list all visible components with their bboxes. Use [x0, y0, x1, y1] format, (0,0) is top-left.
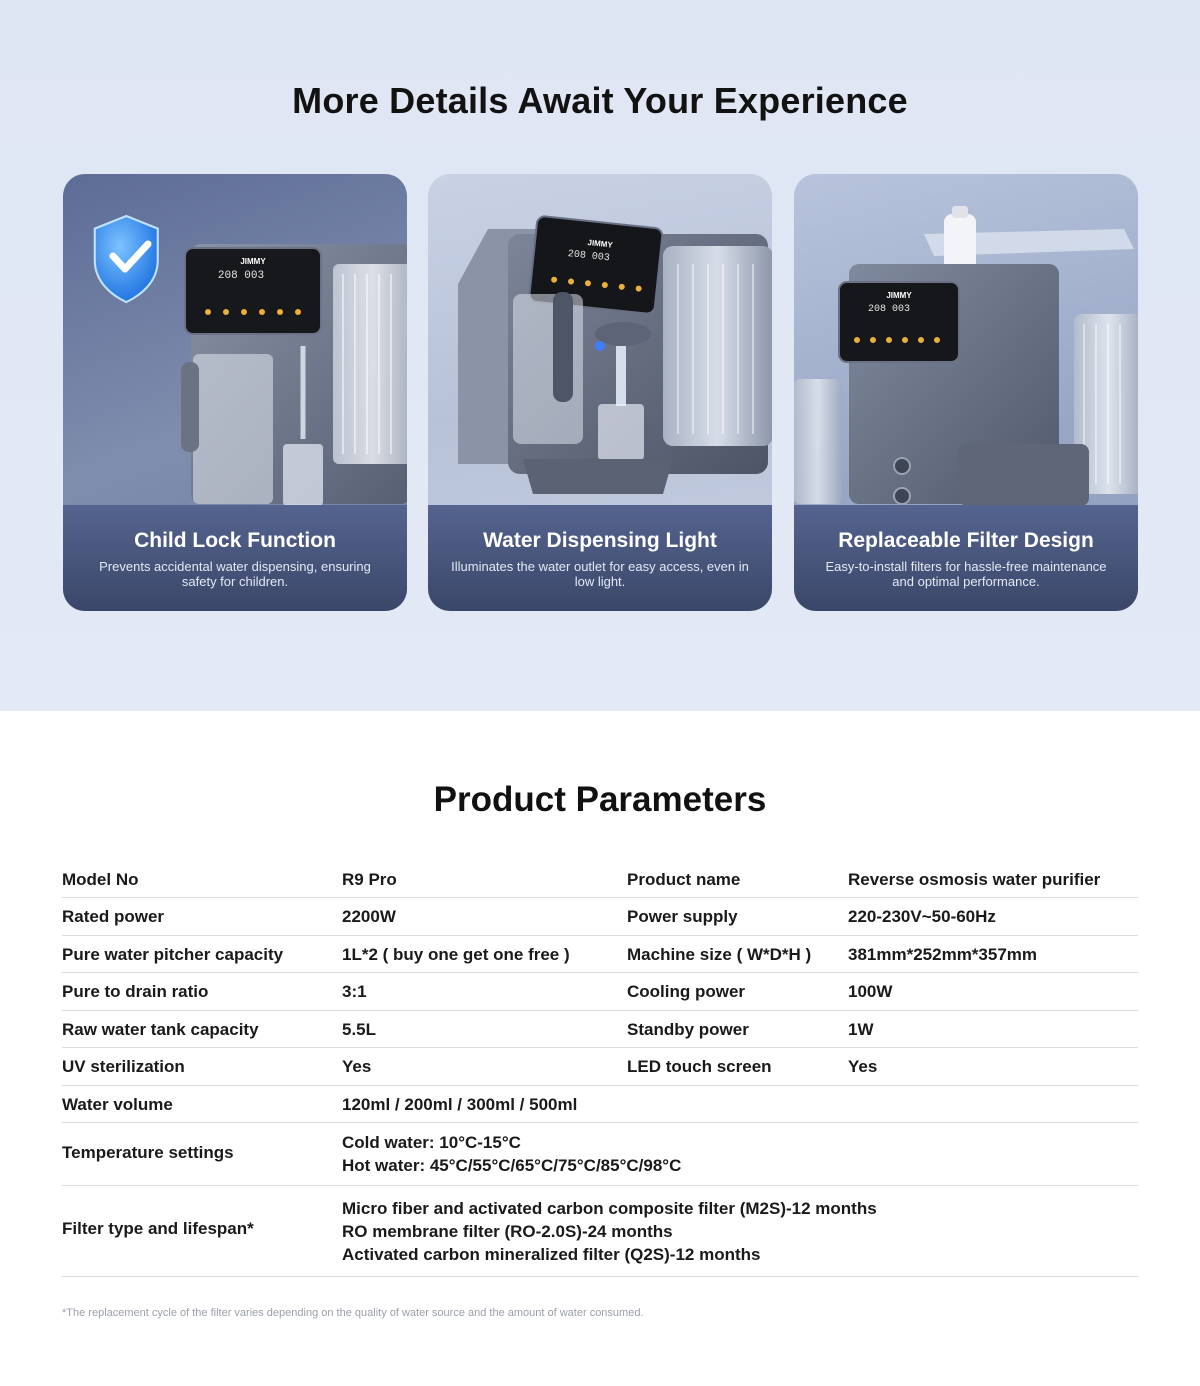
feature-title: Water Dispensing Light: [483, 529, 717, 552]
product-photo: [63, 174, 407, 506]
param-value: 1L*2 ( buy one get one free ): [342, 945, 570, 964]
feature-caption: [428, 505, 772, 611]
hot-water-range: Hot water: 45°C/55°C/65°C/75°C/85°C/98°C: [342, 1156, 682, 1175]
panel-display: 208 003: [567, 249, 611, 265]
param-value: Yes: [342, 1057, 372, 1076]
param-value: 2200W: [342, 907, 396, 926]
param-value: 1W: [848, 1020, 874, 1039]
table-row-temperature: [62, 1123, 1138, 1186]
brand-logo: JIMMY: [886, 291, 912, 300]
param-value: 220-230V~50-60Hz: [848, 907, 996, 926]
param-label: Rated power: [62, 907, 165, 926]
feature-card-child-lock: [63, 174, 407, 611]
product-photo: [428, 174, 772, 506]
param-label: Pure water pitcher capacity: [62, 945, 284, 964]
param-label: Product name: [627, 870, 741, 889]
param-value: Yes: [848, 1057, 878, 1076]
table-row: [62, 936, 1138, 973]
table-row-filter: [62, 1186, 1138, 1277]
panel-display: 208 003: [867, 304, 911, 315]
feature-description: Easy-to-install filters for hassle-free maintenance and optimal performance.: [825, 559, 1107, 589]
filter-line: Micro fiber and activated carbon composite filter (M2S)-12 months: [342, 1199, 877, 1218]
param-label: Temperature settings: [62, 1143, 234, 1162]
params-title: Product Parameters: [433, 780, 767, 819]
table-row: [62, 1086, 1138, 1123]
panel-display: 208 003: [217, 270, 265, 282]
product-photo: [794, 174, 1138, 506]
footnote: *The replacement cycle of the filter varies depending on the quality of water source and the amount of water consumed.: [62, 1307, 644, 1319]
param-label: Water volume: [62, 1095, 173, 1114]
param-label: Standby power: [627, 1020, 749, 1039]
param-value: 120ml / 200ml / 300ml / 500ml: [342, 1095, 578, 1114]
param-value: R9 Pro: [342, 870, 397, 889]
param-label: Raw water tank capacity: [62, 1020, 259, 1039]
param-value: 100W: [848, 982, 893, 1001]
param-label: Pure to drain ratio: [62, 982, 209, 1001]
params-table: [62, 860, 1138, 1277]
table-row: [62, 898, 1138, 936]
feature-title: Replaceable Filter Design: [838, 529, 1094, 552]
table-row: [62, 1011, 1138, 1048]
feature-description: Illuminates the water outlet for easy access, even in low light.: [451, 559, 749, 589]
feature-card-replaceable-filter: [794, 174, 1138, 611]
param-value: [342, 1131, 681, 1177]
param-value: Reverse osmosis water purifier: [848, 870, 1101, 889]
feature-caption: [63, 505, 407, 611]
shield-check-icon: [95, 216, 158, 302]
feature-caption: [794, 505, 1138, 611]
param-value: 3:1: [342, 982, 367, 1001]
param-label: UV sterilization: [62, 1057, 185, 1076]
filter-line: RO membrane filter (RO-2.0S)-24 months: [342, 1222, 673, 1241]
section-title: More Details Await Your Experience: [292, 80, 908, 121]
param-label: Machine size ( W*D*H ): [627, 945, 812, 964]
param-label: LED touch screen: [627, 1057, 772, 1076]
param-value: 5.5L: [342, 1020, 377, 1039]
table-row: [62, 860, 1138, 898]
feature-title: Child Lock Function: [134, 529, 336, 552]
table-row: [62, 1048, 1138, 1086]
feature-card-dispensing-light: [428, 174, 772, 611]
cold-water-range: Cold water: 10°C-15°C: [342, 1133, 521, 1152]
param-label: Filter type and lifespan*: [62, 1219, 254, 1238]
feature-description: Prevents accidental water dispensing, ensuring safety for children.: [99, 559, 371, 589]
table-row: [62, 973, 1138, 1011]
param-label: Model No: [62, 870, 139, 889]
param-label: Power supply: [627, 907, 738, 926]
param-label: Cooling power: [627, 982, 746, 1001]
brand-logo: JIMMY: [240, 257, 266, 266]
brand-logo: JIMMY: [587, 238, 614, 250]
param-value: [342, 1197, 877, 1266]
param-value: 381mm*252mm*357mm: [848, 945, 1038, 964]
filter-line: Activated carbon mineralized filter (Q2S)-12 months: [342, 1245, 761, 1264]
